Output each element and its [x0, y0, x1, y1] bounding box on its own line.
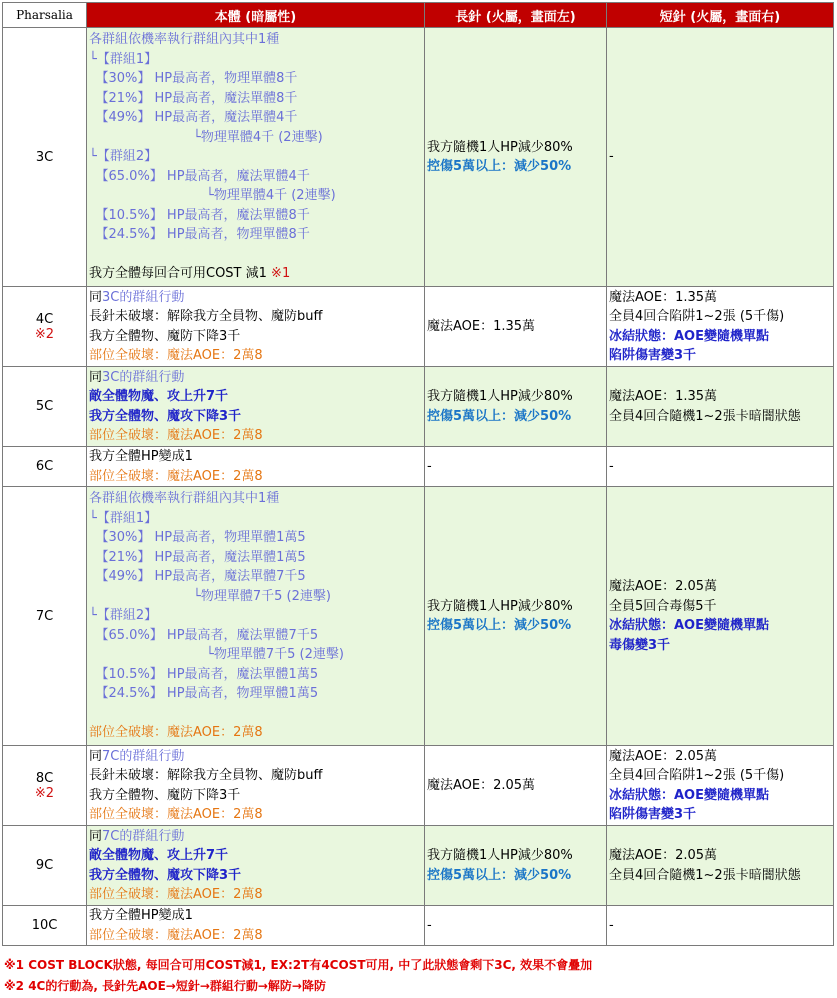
body-line — [89, 387, 422, 407]
line-text: 【49%】 HP最高者，魔法單體4千 — [89, 110, 298, 126]
short-line — [609, 147, 831, 167]
long-line — [427, 916, 604, 936]
line-text: 我方全體物、魔攻下降3千 — [89, 408, 242, 424]
short-line — [609, 307, 831, 327]
line-prefix: 同 — [89, 828, 103, 844]
table-row — [3, 487, 834, 746]
body-line — [89, 186, 422, 206]
line-text: 【21%】 HP最高者，魔法單體8千 — [89, 90, 298, 106]
body-line — [89, 225, 422, 245]
line-text: 陷阱傷害變3千 — [609, 348, 697, 363]
body-line — [89, 827, 422, 847]
body-line — [89, 108, 422, 128]
line-text: 魔法AOE：2.05萬 — [609, 579, 718, 594]
short-line — [609, 346, 831, 366]
line-text: 【24.5%】 HP最高者，物理單體1萬5 — [89, 686, 319, 702]
body-line — [89, 489, 422, 509]
table-row — [3, 28, 834, 287]
body-line — [89, 69, 422, 89]
table-header-row — [3, 3, 834, 28]
long-line — [427, 846, 604, 866]
line-text: 【30%】 HP最高者，物理單體8千 — [89, 71, 298, 87]
body-line — [89, 587, 422, 607]
short-line — [609, 866, 831, 886]
body-cell — [87, 746, 425, 826]
body-line — [89, 747, 422, 767]
line-text: 魔法AOE：2.05萬 — [427, 777, 536, 793]
body-line — [89, 704, 422, 724]
body-line — [89, 467, 422, 487]
body-line — [89, 606, 422, 626]
long-cell — [425, 906, 607, 946]
line-prefix: 同 — [89, 748, 103, 764]
header-phase: Pharsalia — [3, 3, 87, 28]
table-body — [3, 28, 834, 946]
body-line — [89, 89, 422, 109]
phase-label: 3C — [35, 149, 54, 165]
long-cell — [425, 826, 607, 906]
line-text: └物理單體7千5 (2連擊) — [89, 588, 331, 604]
line-text: └物理單體7千5 (2連擊) — [89, 647, 344, 663]
header-main-body: 本體 (暗屬性) — [87, 3, 425, 28]
long-line — [427, 317, 604, 337]
line-text: └物理單體4千 (2連擊) — [89, 188, 336, 204]
line-text: └【群組1】 — [89, 51, 158, 67]
phase-label: 4C — [35, 311, 54, 327]
phase-cell — [3, 906, 87, 946]
short-line — [609, 747, 831, 767]
body-cell — [87, 487, 425, 746]
footnote-2: ※2 4C的行動為, 長針先AOE→短針→群組行動→解防→降防 — [4, 979, 326, 993]
line-text: - — [609, 458, 614, 474]
body-cell — [87, 287, 425, 367]
body-cell — [87, 367, 425, 447]
body-line — [89, 766, 422, 786]
phase-cell — [3, 746, 87, 826]
body-line — [89, 509, 422, 529]
long-cell — [425, 746, 607, 826]
line-text: 3C的群組行動 — [102, 369, 185, 385]
line-text: 敵全體物魔、攻上升7千 — [89, 389, 229, 404]
body-line — [89, 447, 422, 467]
body-line — [89, 307, 422, 327]
body-line — [89, 128, 422, 148]
line-text: 控傷5萬以上：減少50% — [427, 618, 572, 633]
line-text: - — [609, 149, 614, 165]
long-cell — [425, 487, 607, 746]
long-line — [427, 597, 604, 617]
table-row — [3, 746, 834, 826]
line-text: 我方隨機1人HP減少80% — [427, 848, 573, 863]
long-line — [427, 138, 604, 158]
line-text: 陷阱傷害變3千 — [609, 807, 697, 822]
line-text: 【10.5%】 HP最高者，魔法單體1萬5 — [89, 666, 319, 682]
short-line — [609, 766, 831, 786]
phase-cell — [3, 487, 87, 746]
phase-cell — [3, 28, 87, 287]
body-line — [89, 885, 422, 905]
line-text: 控傷5萬以上：減少50% — [427, 408, 572, 424]
short-cell — [607, 28, 834, 287]
body-line — [89, 288, 422, 308]
body-line — [89, 846, 422, 866]
line-text: 7C的群組行動 — [102, 748, 185, 764]
line-text: 我方全體物、魔攻下降3千 — [89, 867, 242, 883]
short-line — [609, 805, 831, 825]
short-line — [609, 636, 831, 656]
body-line — [89, 245, 422, 265]
body-line — [89, 906, 422, 926]
line-text: 我方全體物、魔防下降3千 — [89, 328, 241, 344]
line-text: 冰結狀態：AOE變隨機單點 — [609, 787, 769, 803]
body-line — [89, 50, 422, 70]
line-text: 長針未破壞：解除我方全員物、魔防buff — [89, 309, 323, 324]
line-text: 我方全體HP變成1 — [89, 908, 193, 923]
line-text: └物理單體4千 (2連擊) — [89, 129, 323, 145]
body-line — [89, 786, 422, 806]
body-line — [89, 426, 422, 446]
body-cell — [87, 906, 425, 946]
line-text: 【24.5%】 HP最高者，物理單體8千 — [89, 227, 310, 243]
line-text: 我方隨機1人HP減少80% — [427, 139, 573, 155]
long-line — [427, 157, 604, 177]
long-line — [427, 866, 604, 886]
footnote-mark: ※1 — [271, 266, 291, 282]
body-line — [89, 866, 422, 886]
short-cell — [607, 746, 834, 826]
table-row — [3, 826, 834, 906]
line-text: - — [609, 917, 614, 933]
short-line — [609, 616, 831, 636]
body-line — [89, 167, 422, 187]
line-text: 魔法AOE：2.05萬 — [609, 748, 718, 764]
line-text: 全員4回合陷阱1~2張 (5千傷) — [609, 768, 785, 783]
short-line — [609, 288, 831, 308]
line-text: - — [427, 458, 432, 474]
body-cell — [87, 447, 425, 487]
body-line — [89, 264, 422, 284]
body-line — [89, 407, 422, 427]
body-line — [89, 567, 422, 587]
line-text: 魔法AOE：1.35萬 — [427, 318, 536, 334]
short-cell — [607, 487, 834, 746]
header-short-hand: 短針 (火屬，畫面右) — [607, 3, 834, 28]
line-text: - — [427, 917, 432, 933]
long-line — [427, 407, 604, 427]
line-text: 7C的群組行動 — [102, 828, 185, 844]
long-line — [427, 776, 604, 796]
phase-label: 9C — [35, 858, 54, 873]
long-line — [427, 457, 604, 477]
line-text: └【群組2】 — [89, 608, 158, 624]
line-text: 部位全破壞：魔法AOE：2萬8 — [89, 428, 263, 443]
line-text: └【群組2】 — [89, 149, 158, 165]
line-text: 我方隨機1人HP減少80% — [427, 598, 573, 614]
long-line — [427, 387, 604, 407]
line-text: 部位全破壞：魔法AOE：2萬8 — [89, 348, 263, 363]
short-cell — [607, 287, 834, 367]
table-row — [3, 447, 834, 487]
line-text: 我方全體物、魔防下降3千 — [89, 787, 241, 803]
body-cell — [87, 826, 425, 906]
short-cell — [607, 447, 834, 487]
line-text: 魔法AOE：1.35萬 — [609, 389, 718, 404]
body-line — [89, 548, 422, 568]
line-text: └【群組1】 — [89, 510, 158, 526]
line-text: 部位全破壞：魔法AOE：2萬8 — [89, 468, 263, 484]
boss-action-table — [2, 2, 834, 946]
line-text: 各群組依機率執行群組內其中1種 — [89, 32, 280, 48]
line-text: 全員4回合隨機1~2張卡暗闇狀態 — [609, 408, 801, 424]
long-cell — [425, 28, 607, 287]
body-line — [89, 147, 422, 167]
body-line — [89, 30, 422, 50]
line-text: 【65.0%】 HP最高者，魔法單體4千 — [89, 168, 310, 184]
line-text: 毒傷變3千 — [609, 637, 671, 653]
line-prefix: 同 — [89, 289, 103, 305]
body-line — [89, 805, 422, 825]
table-row — [3, 906, 834, 946]
long-cell — [425, 367, 607, 447]
line-text: 全員5回合毒傷5千 — [609, 598, 717, 614]
line-text: 部位全破壞：魔法AOE：2萬8 — [89, 887, 263, 902]
phase-label: 10C — [31, 918, 58, 933]
short-line — [609, 916, 831, 936]
short-cell — [607, 906, 834, 946]
line-text: 魔法AOE：2.05萬 — [609, 848, 718, 863]
short-cell — [607, 826, 834, 906]
header-long-hand: 長針 (火屬，畫面左) — [425, 3, 607, 28]
table-row — [3, 367, 834, 447]
short-line — [609, 597, 831, 617]
short-line — [609, 457, 831, 477]
body-line — [89, 926, 422, 946]
line-text: 我方全體HP變成1 — [89, 449, 193, 464]
line-text: 【30%】 HP最高者，物理單體1萬5 — [89, 530, 306, 546]
line-text: 冰結狀態：AOE變隨機單點 — [609, 328, 769, 344]
line-text: 【10.5%】 HP最高者，魔法單體8千 — [89, 207, 310, 223]
body-line — [89, 327, 422, 347]
body-line — [89, 665, 422, 685]
line-text: 【49%】 HP最高者，魔法單體7千5 — [89, 569, 306, 585]
line-text: 部位全破壞：魔法AOE：2萬8 — [89, 807, 263, 822]
body-line — [89, 723, 422, 743]
phase-label: 6C — [35, 459, 54, 474]
body-line — [89, 626, 422, 646]
footnote-1: ※1 COST BLOCK狀態, 每回合可用COST減1, EX:2T有4COST可用, 中了此狀態會剩下3C, 效果不會疊加 — [4, 958, 593, 972]
line-text: 我方隨機1人HP減少80% — [427, 389, 573, 404]
line-text: 魔法AOE：1.35萬 — [609, 289, 718, 305]
body-line — [89, 206, 422, 226]
line-text: 全員4回合陷阱1~2張 (5千傷) — [609, 309, 785, 324]
phase-label: 5C — [35, 399, 54, 414]
line-text: 各群組依機率執行群組內其中1種 — [89, 491, 280, 507]
short-line — [609, 577, 831, 597]
body-line — [89, 346, 422, 366]
line-text: 部位全破壞：魔法AOE：2萬8 — [89, 725, 263, 741]
short-line — [609, 407, 831, 427]
long-cell — [425, 287, 607, 367]
short-line — [609, 327, 831, 347]
short-line — [609, 846, 831, 866]
line-text: 冰結狀態：AOE變隨機單點 — [609, 618, 769, 633]
phase-cell — [3, 826, 87, 906]
line-text: 控傷5萬以上：減少50% — [427, 867, 572, 883]
phase-note-mark: ※2 — [34, 326, 55, 342]
line-text: 全員4回合隨機1~2張卡暗闇狀態 — [609, 867, 801, 883]
phase-cell — [3, 287, 87, 367]
phase-note-mark: ※2 — [34, 785, 55, 801]
boss-action-table-container — [2, 2, 834, 946]
short-cell — [607, 367, 834, 447]
line-text: 敵全體物魔、攻上升7千 — [89, 848, 229, 863]
table-row — [3, 287, 834, 367]
line-text: 控傷5萬以上：減少50% — [427, 159, 572, 174]
phase-label: 8C — [35, 770, 54, 786]
line-text: 部位全破壞：魔法AOE：2萬8 — [89, 927, 263, 943]
line-text: 我方全體每回合可用COST 減1 — [89, 266, 272, 282]
phase-cell — [3, 367, 87, 447]
line-prefix: 同 — [89, 369, 103, 385]
phase-cell — [3, 447, 87, 487]
line-text: 3C的群組行動 — [102, 289, 185, 305]
body-line — [89, 684, 422, 704]
short-line — [609, 786, 831, 806]
body-line — [89, 368, 422, 388]
long-cell — [425, 447, 607, 487]
phase-label: 7C — [35, 608, 54, 624]
body-line — [89, 645, 422, 665]
long-line — [427, 616, 604, 636]
body-line — [89, 528, 422, 548]
short-line — [609, 387, 831, 407]
line-text: 【65.0%】 HP最高者，魔法單體7千5 — [89, 627, 319, 643]
body-cell — [87, 28, 425, 287]
line-text: 長針未破壞：解除我方全員物、魔防buff — [89, 768, 323, 783]
line-text: 【21%】 HP最高者，魔法單體1萬5 — [89, 549, 306, 565]
